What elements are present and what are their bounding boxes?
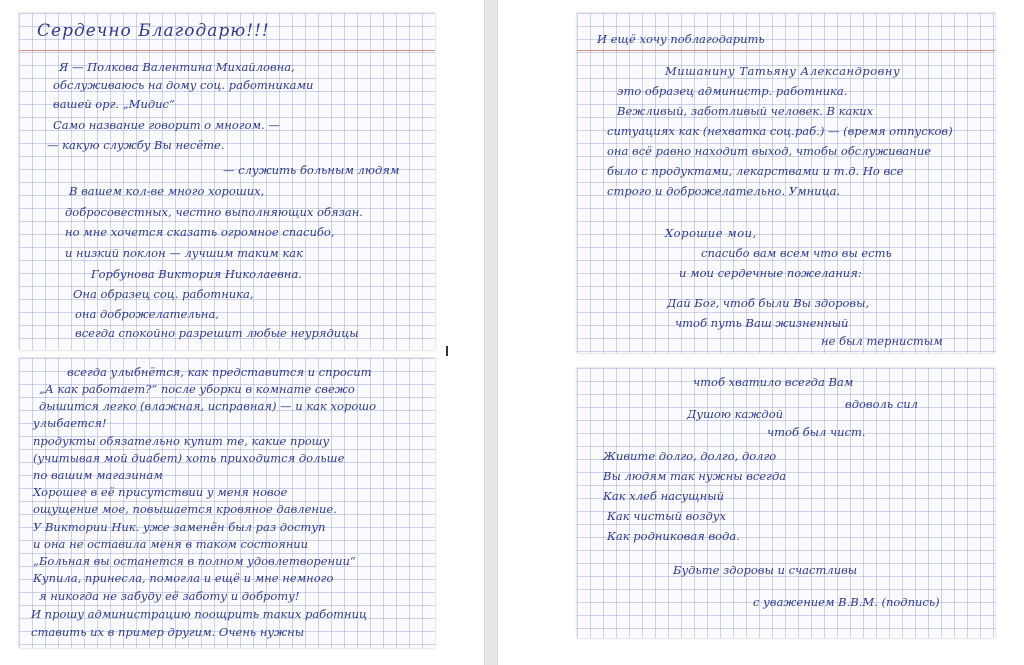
- handwritten-line: и низкий поклон — лучшим таким как: [65, 246, 303, 260]
- handwritten-line: вашей орг. „Мидис“: [53, 97, 175, 111]
- handwritten-line: „Больная вы останется в полном удовлетворении“: [33, 554, 356, 568]
- letter-sheet-right-bottom: [577, 368, 995, 638]
- handwritten-line: Будьте здоровы и счастливы: [673, 563, 858, 577]
- handwritten-line: чтоб путь Ваш жизненный: [675, 316, 849, 330]
- handwritten-line: она доброжелательна,: [75, 307, 219, 321]
- letter-heading: Сердечно Благодарю!!!: [37, 21, 270, 41]
- handwritten-line: но мне хочется сказать огромное спасибо,: [65, 225, 335, 239]
- handwritten-line: — служить больным людям: [223, 163, 400, 177]
- page-divider: [484, 0, 498, 665]
- handwritten-line: У Виктории Ник. уже заменён был раз доступ: [33, 520, 326, 534]
- handwritten-line: Хорошее в её присутствии у меня новое: [33, 485, 288, 499]
- handwritten-line: Горбунова Виктория Николаевна.: [91, 267, 302, 281]
- handwritten-line: чтоб хватило всегда Вам: [693, 375, 854, 389]
- handwritten-line: Купила, принесла, помогла и ещё и мне немного: [33, 571, 334, 585]
- handwritten-line: обслуживаюсь на дому соц. работниками: [53, 78, 314, 92]
- handwritten-line: Само название говорит о многом. —: [53, 118, 280, 132]
- handwritten-line: улыбается!: [33, 416, 107, 430]
- handwritten-line: чтоб был чист.: [767, 425, 866, 439]
- handwritten-line: — какую службу Вы несёте.: [47, 138, 225, 152]
- handwritten-line: Хорошие мои,: [665, 226, 757, 240]
- handwritten-line: ощущение мое, повышается кровяное давление.: [33, 502, 337, 516]
- handwritten-line: добросовестных, честно выполняющих обязан.: [65, 205, 363, 219]
- text-cursor: [446, 346, 448, 356]
- handwritten-line: Я — Полкова Валентина Михайловна,: [59, 60, 295, 74]
- handwritten-line: вдоволь сил: [845, 397, 918, 411]
- letter-sheet-left-top: [19, 13, 435, 350]
- handwritten-line: всегда спокойно разрешит любые неурядицы: [75, 326, 359, 340]
- handwritten-line: И прошу администрацию поощрить таких работниц: [31, 607, 368, 621]
- handwritten-line: всегда улыбнётся, как представится и спросит: [67, 365, 372, 379]
- handwritten-line: и мои сердечные пожелания:: [679, 266, 862, 280]
- handwritten-line: В вашем кол-ве много хороших,: [69, 184, 265, 198]
- handwritten-line: ситуациях как (нехватка соц.раб.) — (время отпусков): [607, 124, 953, 138]
- handwritten-line: было с продуктами, лекарствами и т.д. Но все: [607, 164, 904, 178]
- handwritten-line: Живите долго, долго, долго: [603, 449, 777, 463]
- handwritten-line: Душою каждой: [687, 407, 784, 421]
- handwritten-line: это образец администр. работника.: [617, 84, 848, 98]
- signature-line: с уважением В.В.М. (подпись): [753, 595, 940, 609]
- handwritten-line: спасибо вам всем что вы есть: [701, 246, 892, 260]
- handwritten-line: „А как работает?“ после уборки в комнате свежо: [39, 382, 355, 396]
- handwritten-line: Мишанину Татьяну Александровну: [665, 64, 901, 78]
- handwritten-line: дышится легко (влажная, исправная) — и как хорошо: [39, 399, 377, 413]
- letter-sheet-right-top: [577, 13, 995, 353]
- handwritten-line: я никогда не забуду её заботу и доброту!: [39, 589, 300, 603]
- handwritten-line: строго и доброжелательно. Умница.: [607, 184, 841, 198]
- handwritten-line: и она не оставила меня в таком состоянии: [33, 537, 309, 551]
- handwritten-line: не был тернистым: [821, 334, 943, 348]
- handwritten-line: Как хлеб насущный: [603, 489, 724, 503]
- letter-sheet-left-bottom: [19, 358, 435, 648]
- handwritten-line: Как родниковая вода.: [607, 529, 740, 543]
- handwritten-line: Вежливый, заботливый человек. В каких: [617, 104, 874, 118]
- handwritten-line: Как чистый воздух: [607, 509, 726, 523]
- handwritten-line: она всё равно находит выход, чтобы обслуживание: [607, 144, 932, 158]
- handwritten-line: Вы людям так нужны всегда: [603, 469, 787, 483]
- handwritten-line: Она образец соц. работника,: [73, 287, 254, 301]
- handwritten-line: продукты обязательно купит те, какие прошу: [33, 434, 330, 448]
- handwritten-line: по вашим магазинам: [33, 468, 163, 482]
- handwritten-line: (учитывая мой диабет) хоть приходится дольше: [33, 451, 345, 465]
- handwritten-line: И ещё хочу поблагодарить: [597, 32, 765, 46]
- handwritten-line: ставить их в пример другим. Очень нужны: [31, 625, 305, 639]
- handwritten-line: Дай Бог, чтоб были Вы здоровы,: [667, 296, 870, 310]
- margin-line: [19, 50, 435, 51]
- margin-line: [577, 50, 995, 51]
